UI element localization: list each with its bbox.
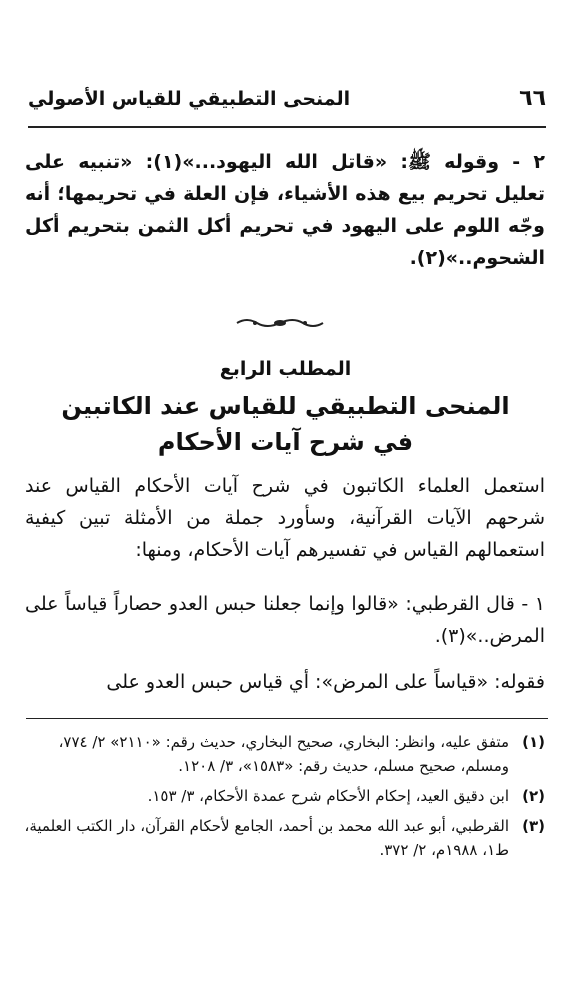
page-header xyxy=(28,86,546,128)
footnote-number: (٢) xyxy=(522,787,545,805)
footnote-text: القرطبي، أبو عبد الله محمد بن أحمد، الجامع لأحكام القرآن، دار الكتب العلمية، ط١، ١٩٨٨م، ٢/ ٣٧٢. xyxy=(24,817,509,859)
section-ornament-icon xyxy=(235,316,325,330)
section-subtitle: المطلب الرابع xyxy=(219,358,352,380)
footnote-number: (١) xyxy=(522,733,545,751)
footnotes xyxy=(23,730,545,868)
section-title-line2: في شرح آيات الأحكام xyxy=(157,428,414,456)
page-number: ٦٦ xyxy=(519,86,546,111)
footnote-item xyxy=(23,730,545,778)
footnote-item xyxy=(23,784,545,808)
footnote-text: متفق عليه، وانظر: البخاري، صحيح البخاري، حديث رقم: «٢١١٠» ٢/ ٧٧٤، ومسلم، صحيح مسلم، حديث رقم: «١٥٨٣»، ٣/ ١٢٠٨. xyxy=(58,733,509,775)
paragraph-explanation: فقوله: «قياساً على المرض»: أي قياس حبس العدو على xyxy=(106,671,545,693)
footnote-separator xyxy=(26,718,548,719)
footnote-number: (٣) xyxy=(522,817,545,835)
footnote-item xyxy=(23,814,545,862)
footnote-text: ابن دقيق العيد، إحكام الأحكام شرح عمدة الأحكام، ٣/ ١٥٣. xyxy=(147,787,509,805)
paragraph-intro: استعمل العلماء الكاتبون في شرح آيات الأحكام القياس عند شرحهم الآيات القرآنية، وسأورد جملة من الأمثلة تبين كيفية استعمالهم القياس في تفسيرهم آيات الأحكام، ومنها: xyxy=(25,475,545,561)
section-title: المنحى التطبيقي للقياس عند الكاتبين xyxy=(61,392,510,420)
running-title: المنحى التطبيقي للقياس الأصولي xyxy=(28,88,351,110)
paragraph-qurtubi-quote: ١ - قال القرطبي: «قالوا وإنما جعلنا حبس العدو حصاراً قياساً على المرض..»(٣). xyxy=(25,593,545,647)
paragraph-hadith-quote: ٢ - وقوله ﷺ: «قاتل الله اليهود...»(١): «تنبيه على تعليل تحريم بيع هذه الأشياء، فإن العلة في تحريمها؛ أنه وجّه اللوم على اليهود في تحريم أكل الثمن بتحريم أكل الشحوم..»(٢). xyxy=(25,151,545,269)
